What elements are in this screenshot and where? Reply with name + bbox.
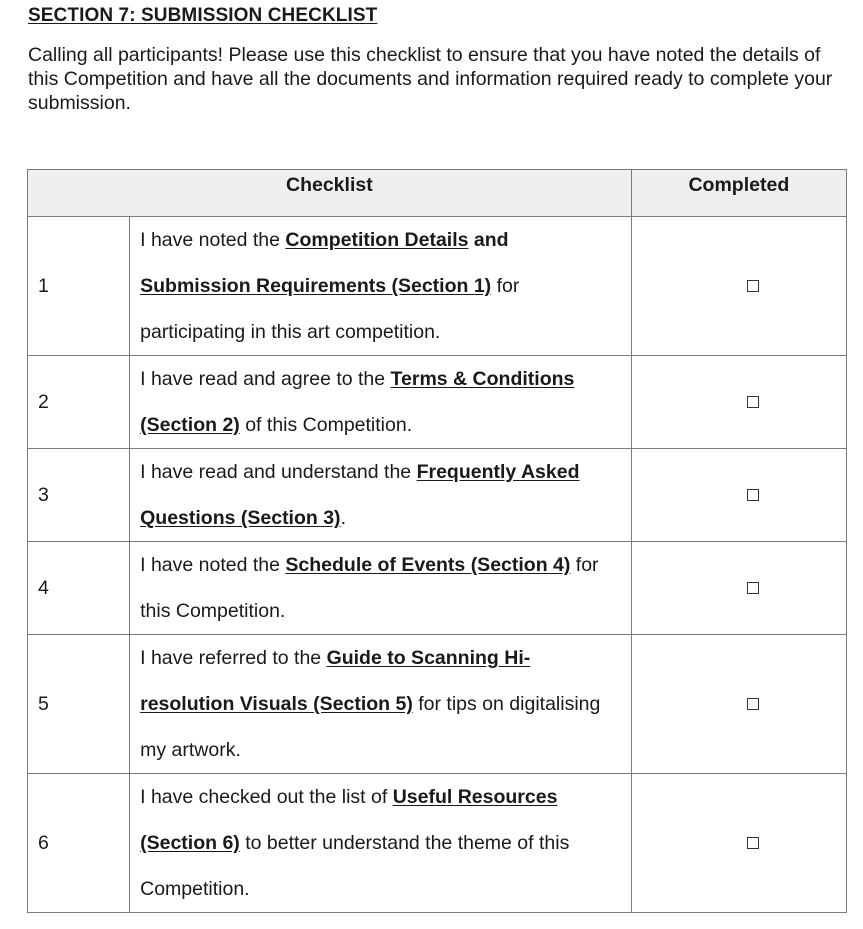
row-number: 2 (28, 356, 130, 449)
plain-text: I have noted the (140, 554, 286, 576)
checklist-item-line (140, 495, 623, 541)
checklist-item-line (140, 681, 623, 727)
plain-text: for (570, 554, 599, 576)
plain-text: I have read and understand the (140, 461, 417, 483)
checklist-item-text (130, 217, 632, 356)
checkbox-icon[interactable] (747, 396, 759, 408)
plain-text: Competition. (140, 878, 250, 900)
checklist-item-text (130, 542, 632, 635)
plain-text: . (340, 507, 346, 529)
completed-cell (631, 449, 846, 542)
section-reference: (Section 6) (140, 832, 240, 854)
plain-text: my artwork. (140, 739, 241, 761)
plain-text: I have noted the (140, 229, 286, 251)
checklist-item-line (140, 309, 623, 355)
section-reference: Guide to Scanning Hi- (326, 647, 531, 669)
checklist-item-line (140, 588, 623, 634)
row-number: 6 (28, 774, 130, 913)
table-row (28, 217, 847, 356)
checkbox-icon[interactable] (747, 280, 759, 292)
section-reference: Terms & Conditions (390, 368, 575, 390)
checkbox-icon[interactable] (747, 837, 759, 849)
section-heading: SECTION 7: SUBMISSION CHECKLIST (28, 5, 378, 26)
table-header-row (28, 170, 847, 217)
plain-text: for (491, 275, 520, 297)
plain-text: I have checked out the list of (140, 786, 393, 808)
table-row (28, 635, 847, 774)
checklist-item-text (130, 449, 632, 542)
checkbox-icon[interactable] (747, 582, 759, 594)
section-reference: Submission Requirements (Section 1) (140, 275, 492, 297)
checkbox-icon[interactable] (747, 489, 759, 501)
section-reference: Frequently Asked (416, 461, 580, 483)
completed-cell (631, 774, 846, 913)
table-row (28, 542, 847, 635)
bold-text: and (473, 229, 509, 251)
checklist-column-header: Checklist (28, 170, 632, 217)
checklist-item-line (140, 542, 623, 588)
row-number: 4 (28, 542, 130, 635)
table-row (28, 356, 847, 449)
checklist-item-line (140, 727, 623, 773)
checklist-item-line (140, 866, 623, 912)
completed-column-header: Completed (631, 170, 846, 217)
completed-cell (631, 635, 846, 774)
plain-text: for tips on digitalising (412, 693, 601, 715)
section-reference: (Section 2) (140, 414, 240, 436)
section-reference: Questions (Section 3) (140, 507, 341, 529)
section-reference: Competition Details (285, 229, 469, 251)
intro-paragraph: Calling all participants! Please use this checklist to ensure that you have noted the details of this Competition and have all the documents and information required ready to complete your submission. (28, 44, 833, 114)
checklist-item-line (140, 217, 623, 263)
checklist-item-line (140, 263, 623, 309)
plain-text: participating in this art competition. (140, 321, 441, 343)
row-number: 3 (28, 449, 130, 542)
plain-text: I have referred to the (140, 647, 327, 669)
checklist-item-line (140, 774, 623, 820)
checklist-item-text (130, 774, 632, 913)
checklist-item-text (130, 635, 632, 774)
checklist-item-line (140, 402, 623, 448)
completed-cell (631, 217, 846, 356)
plain-text: to better understand the theme of this (239, 832, 570, 854)
checklist-table (27, 169, 847, 913)
section-reference: resolution Visuals (Section 5) (140, 693, 413, 715)
plain-text: I have read and agree to the (140, 368, 391, 390)
checklist-item-line (140, 449, 623, 495)
row-number: 1 (28, 217, 130, 356)
checklist-item-text (130, 356, 632, 449)
checklist-item-line (140, 635, 623, 681)
checklist-item-line (140, 820, 623, 866)
table-row (28, 449, 847, 542)
row-number: 5 (28, 635, 130, 774)
table-row (28, 774, 847, 913)
checklist-item-line (140, 356, 623, 402)
checkbox-icon[interactable] (747, 698, 759, 710)
plain-text: this Competition. (140, 600, 286, 622)
completed-cell (631, 542, 846, 635)
section-reference: Schedule of Events (Section 4) (285, 554, 571, 576)
section-reference: Useful Resources (392, 786, 558, 808)
plain-text: of this Competition. (239, 414, 413, 436)
completed-cell (631, 356, 846, 449)
